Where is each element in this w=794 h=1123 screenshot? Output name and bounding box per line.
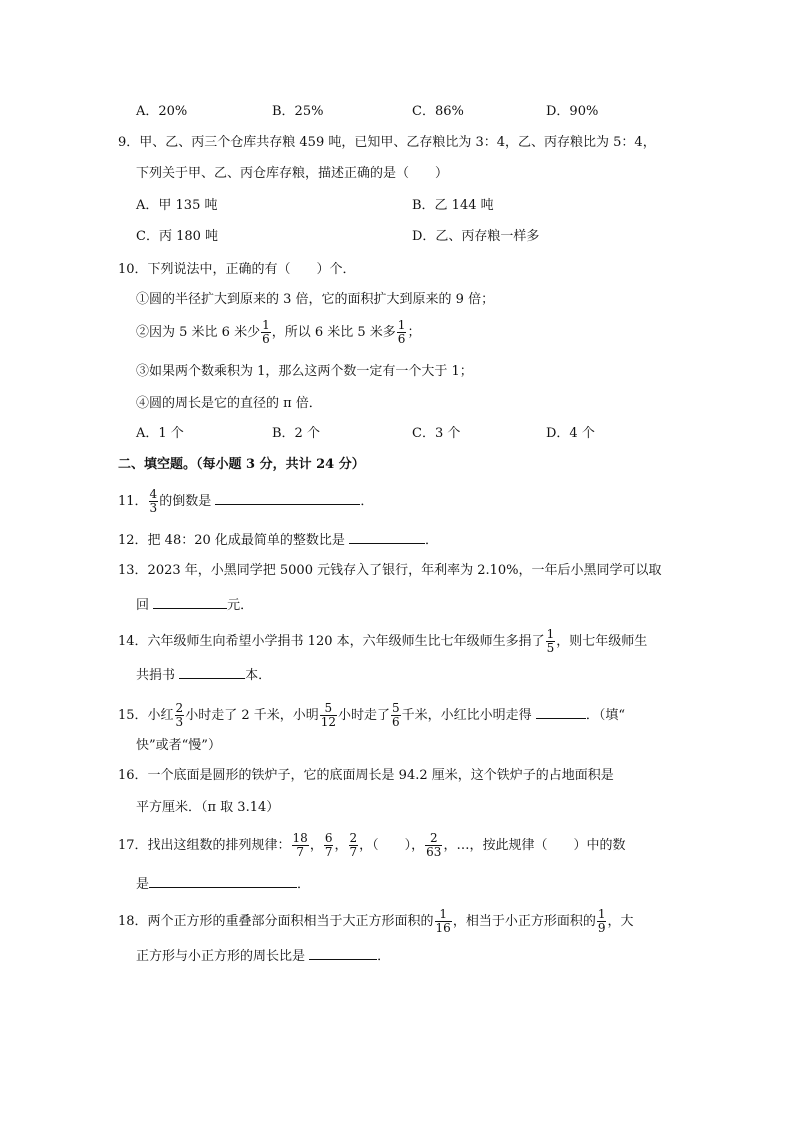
fraction: $\frac{2}{7}$ xyxy=(349,831,358,859)
q9-option-b: B．乙 144 吨 xyxy=(412,198,494,213)
answer-blank[interactable] xyxy=(309,946,377,960)
fraction: $\frac{1}{6}$ xyxy=(397,318,406,346)
q13-line1: 13．2023 年，小黑同学把 5000 元钱存入了银行，年利率为 2.10%，一年后小黑同学可以取 xyxy=(118,563,662,578)
q18-line2: 正方形与小正方形的周长比是 ． xyxy=(136,946,390,965)
q10-option-d: D．4 个 xyxy=(546,426,595,441)
q9-option-a: A．甲 135 吨 xyxy=(136,198,218,213)
q18-line1: 18．两个正方形的重叠部分面积相当于大正方形面积的 $\frac{1}{16}$ ，相当于小正方形面积的 $\frac{1}{9}$ ，大 xyxy=(118,907,634,935)
section-2-heading: 二、填空题。（每小题 3 分，共计 24 分） xyxy=(118,457,365,472)
q10-statement-2: ②因为 5 米比 6 米少 $\frac{1}{6}$ ，所以 6 米比 5 米多 $\frac{1}{6}$ ； xyxy=(136,318,421,346)
q12: 12．把 48：20 化成最简单的整数比是 ． xyxy=(118,530,438,549)
q8-option-a: A．20% xyxy=(136,104,188,119)
q9-stem-line2: 下列关于甲、乙、丙仓库存粮，描述正确的是（ ） xyxy=(136,166,449,181)
fraction: $\frac{1}{9}$ xyxy=(597,907,606,935)
fraction: $\frac{6}{7}$ xyxy=(324,831,333,859)
fraction: $\frac{4}{3}$ xyxy=(149,487,158,515)
q10-statement-1: ①圆的半径扩大到原来的 3 倍，它的面积扩大到原来的 9 倍； xyxy=(136,292,495,307)
q10-statement-4: ④圆的周长是它的直径的 π 倍． xyxy=(136,396,322,411)
answer-blank[interactable] xyxy=(536,705,586,719)
q14-line1: 14．六年级师生向希望小学捐书 120 本，六年级师生比七年级师生多捐了 $\frac{1}{5}$ ，则七年级师生 xyxy=(118,627,648,655)
answer-blank[interactable] xyxy=(153,595,227,609)
fraction: $\frac{5}{6}$ xyxy=(392,701,400,729)
q15-line1: 15．小红 $\frac{2}{3}$ 小时走了 2 千米，小明 $\frac{5}{12}$ 小时走了 $\frac{5}{6}$ 千米，小红比小明走得 ．（填“ xyxy=(118,701,625,729)
fraction: $\frac{2}{3}$ xyxy=(175,701,184,729)
q16-line2: 平方厘米．（π 取 3.14） xyxy=(136,800,280,815)
answer-blank[interactable] xyxy=(179,665,245,679)
fraction: $\frac{1}{6}$ xyxy=(262,318,270,346)
q8-option-b: B．25% xyxy=(272,104,324,119)
q9-option-c: C．丙 180 吨 xyxy=(136,229,219,244)
q10-stem: 10．下列说法中，正确的有（ ）个． xyxy=(118,262,356,277)
fraction: $\frac{1}{5}$ xyxy=(546,627,555,655)
q11: 11． $\frac{4}{3}$ 的倒数是 ． xyxy=(118,487,374,515)
q17-line2: 是 ． xyxy=(136,874,310,893)
answer-blank[interactable] xyxy=(149,874,297,888)
q16-line1: 16．一个底面是圆形的铁炉子，它的底面周长是 94.2 厘米，这个铁炉子的占地面积是 xyxy=(118,768,614,783)
q10-option-b: B．2 个 xyxy=(272,426,320,441)
q15-line2: 快”或者“慢”） xyxy=(136,738,221,753)
fraction: $\frac{18}{7}$ xyxy=(292,831,308,859)
q17-line1: 17．找出这组数的排列规律： $\frac{18}{7}$ ， $\frac{6}{7}$ ， $\frac{2}{7}$ ，（ ）， $\frac{2}{63}$ ，…，按此规律（ ）中的数 xyxy=(118,831,626,859)
q10-option-a: A．1 个 xyxy=(136,426,184,441)
answer-blank[interactable] xyxy=(349,530,425,544)
fraction: $\frac{2}{63}$ xyxy=(426,831,442,859)
q9-option-d: D．乙、丙存粮一样多 xyxy=(412,229,540,244)
fraction: $\frac{1}{16}$ xyxy=(435,907,451,935)
q8-option-c: C．86% xyxy=(412,104,464,119)
answer-blank[interactable] xyxy=(215,491,360,505)
fraction: $\frac{5}{12}$ xyxy=(320,701,337,729)
q9-stem-line1: 9．甲、乙、丙三个仓库共存粮 459 吨，已知甲、乙存粮比为 3：4，乙、丙存粮比为 5：4， xyxy=(118,135,656,150)
q10-option-c: C．3 个 xyxy=(412,426,461,441)
q10-statement-3: ③如果两个数乘积为 1，那么这两个数一定有一个大于 1； xyxy=(136,364,473,379)
q8-option-d: D．90% xyxy=(546,104,599,119)
q13-line2: 回 元． xyxy=(136,595,253,614)
q14-line2: 共捐书 本． xyxy=(136,665,271,684)
